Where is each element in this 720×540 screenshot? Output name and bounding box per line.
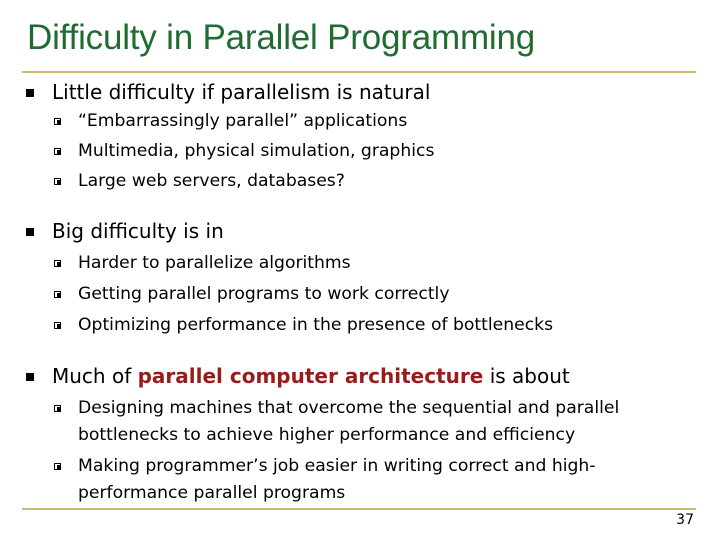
bullet-square-icon bbox=[26, 89, 34, 97]
sub-point: Harder to parallelize algorithms bbox=[78, 253, 351, 273]
sub-point: Multimedia, physical simulation, graphics bbox=[78, 141, 435, 161]
sub-point: “Embarrassingly parallel” applications bbox=[78, 111, 408, 131]
slide-title: Difficulty in Parallel Programming bbox=[27, 18, 536, 57]
sub-bullet-icon bbox=[54, 291, 61, 298]
point-3-text-after: is about bbox=[483, 364, 570, 388]
sub-bullet-icon bbox=[54, 178, 61, 185]
page-number: 37 bbox=[676, 512, 694, 528]
sub-point: Large web servers, databases? bbox=[78, 171, 345, 191]
sub-bullet-icon bbox=[54, 118, 61, 125]
sub-bullet-icon bbox=[54, 463, 61, 470]
top-divider bbox=[22, 71, 696, 73]
bottom-divider bbox=[22, 508, 696, 510]
sub-point-line: Designing machines that overcome the sequential and parallel bbox=[78, 398, 620, 418]
sub-point-line: Making programmer’s job easier in writing correct and high- bbox=[78, 456, 596, 476]
sub-bullet-icon bbox=[54, 260, 61, 267]
sub-point: Getting parallel programs to work correctly bbox=[78, 284, 450, 304]
sub-point: Optimizing performance in the presence of bottlenecks bbox=[78, 315, 554, 335]
sub-bullet-icon bbox=[54, 405, 61, 412]
bullet-point-1: Little difficulty if parallelism is natural bbox=[52, 80, 431, 104]
bullet-square-icon bbox=[26, 373, 34, 381]
sub-bullet-icon bbox=[54, 322, 61, 329]
bullet-point-2: Big difficulty is in bbox=[52, 219, 224, 243]
bullet-square-icon bbox=[26, 228, 34, 236]
point-3-emphasis: parallel computer architecture bbox=[137, 364, 484, 388]
sub-point-line: performance parallel programs bbox=[78, 483, 346, 503]
sub-bullet-icon bbox=[54, 148, 61, 155]
point-3-text-before: Much of bbox=[52, 364, 138, 388]
bullet-point-3 bbox=[52, 364, 570, 388]
sub-point-line: bottlenecks to achieve higher performance and efficiency bbox=[78, 425, 576, 445]
